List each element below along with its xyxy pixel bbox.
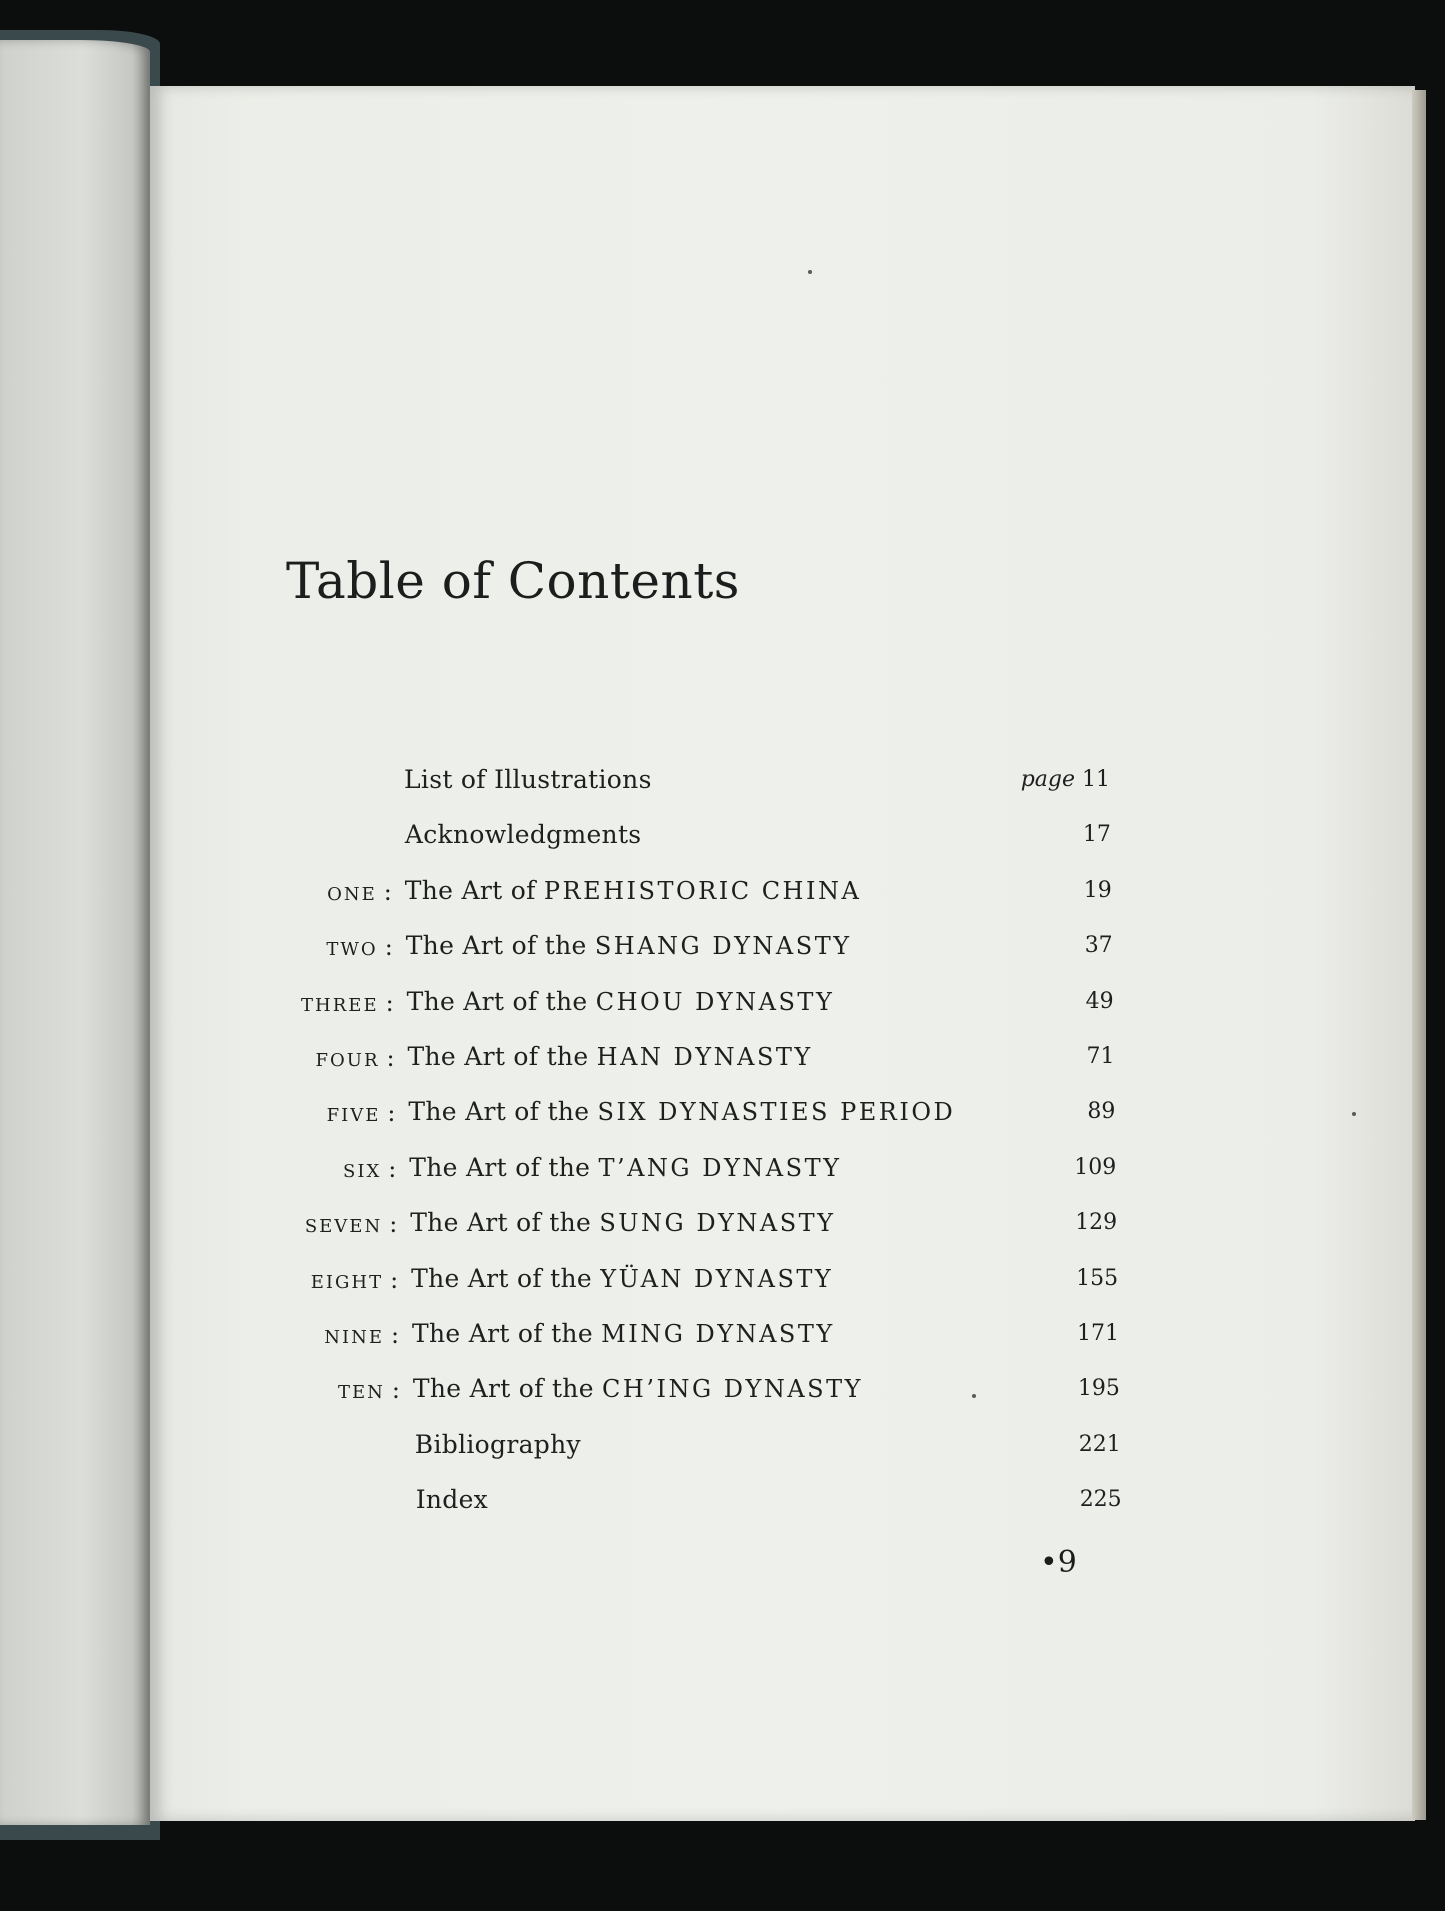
page-value: 195 xyxy=(1077,1376,1120,1402)
toc-entry xyxy=(270,763,1110,803)
chapter-separator: : xyxy=(390,1265,399,1294)
toc-entry xyxy=(274,985,1114,1025)
entry-title-dynasty: SUNG DYNASTY xyxy=(599,1209,836,1238)
entry-title-text: The Art of the xyxy=(410,1208,600,1238)
page-value: 89 xyxy=(1087,1099,1116,1125)
entry-title-text: Acknowledgments xyxy=(404,820,642,850)
chapter-separator: : xyxy=(383,877,392,906)
entry-title-text: The Art of the xyxy=(405,931,595,961)
entry-title-text: The Art of the xyxy=(409,1152,599,1182)
page-value: 19 xyxy=(1083,877,1112,903)
toc-entry xyxy=(277,1206,1117,1246)
paper-speck xyxy=(808,270,812,274)
page-value: 49 xyxy=(1085,988,1114,1014)
toc-entry xyxy=(275,1040,1115,1080)
entry-title-dynasty: CHOU DYNASTY xyxy=(595,987,835,1016)
chapter-number: TWO xyxy=(326,939,378,961)
entry-title xyxy=(408,1097,955,1126)
entry-title xyxy=(413,1374,863,1403)
entry-page-number xyxy=(1078,1376,1120,1401)
entry-title-text: The Art of the xyxy=(412,1374,603,1404)
toc-entry xyxy=(279,1317,1119,1357)
page-value: 129 xyxy=(1075,1210,1118,1236)
entry-title xyxy=(415,1430,581,1459)
entry-title-dynasty: PREHISTORIC CHINA xyxy=(543,876,862,905)
entry-title xyxy=(416,1485,488,1514)
entry-title xyxy=(406,931,852,960)
paper-speck xyxy=(972,1394,976,1398)
page-title: Table of Contents xyxy=(286,552,740,610)
entry-title-dynasty: CH’ING DYNASTY xyxy=(602,1375,863,1404)
page-label: page xyxy=(1020,767,1075,792)
chapter-separator: : xyxy=(389,1210,398,1239)
entry-title-text: Index xyxy=(415,1485,489,1515)
entry-title-text: List of Illustrations xyxy=(404,765,652,794)
toc-entry xyxy=(282,1483,1122,1523)
page-value: 171 xyxy=(1077,1321,1119,1346)
entry-page-number xyxy=(1084,878,1112,903)
entry-title-text: The Art of the xyxy=(408,1097,598,1127)
page-value: 221 xyxy=(1078,1431,1121,1457)
toc-entry xyxy=(276,1151,1116,1191)
entry-page-number xyxy=(1021,767,1110,792)
entry-title xyxy=(404,765,652,794)
chapter-separator: : xyxy=(387,1099,396,1128)
chapter-number: NINE xyxy=(324,1327,384,1348)
entry-title-text: Bibliography xyxy=(414,1429,581,1459)
entry-title-text: The Art of the xyxy=(411,1263,601,1293)
entry-title xyxy=(405,820,642,849)
entry-title-text: The Art of the xyxy=(412,1319,602,1348)
entry-title xyxy=(408,1042,813,1071)
entry-title-dynasty: HAN DYNASTY xyxy=(596,1043,813,1071)
entry-title-text: The Art of the xyxy=(406,986,596,1016)
page-value: 71 xyxy=(1086,1044,1115,1069)
chapter-number: THREE xyxy=(301,994,379,1016)
toc-entry xyxy=(280,1372,1120,1412)
chapter-number: FOUR xyxy=(315,1050,380,1071)
entry-title xyxy=(409,1153,841,1182)
chapter-separator: : xyxy=(388,1154,397,1183)
paper-speck xyxy=(1352,1112,1356,1116)
page-value: 109 xyxy=(1074,1154,1117,1180)
entry-title xyxy=(405,876,862,905)
chapter-number: FIVE xyxy=(326,1105,381,1127)
chapter-separator: : xyxy=(385,988,394,1017)
entry-title-dynasty: YÜAN DYNASTY xyxy=(600,1264,834,1293)
entry-page-number xyxy=(1077,1321,1119,1346)
entry-title xyxy=(412,1319,835,1348)
page-value: 37 xyxy=(1084,933,1113,959)
entry-title-dynasty: SIX DYNASTIES PERIOD xyxy=(597,1098,956,1127)
page-value: 225 xyxy=(1079,1487,1122,1513)
toc-entry xyxy=(275,1095,1115,1135)
toc-entry xyxy=(281,1428,1121,1468)
entry-page-number xyxy=(1087,1099,1115,1124)
page-value: 11 xyxy=(1082,767,1110,792)
page-number: •9 xyxy=(1040,1545,1077,1580)
toc-entry xyxy=(272,874,1112,914)
entry-page-number xyxy=(1076,1266,1118,1291)
entry-title-dynasty: T’ANG DYNASTY xyxy=(598,1153,842,1182)
toc-entry xyxy=(273,929,1113,969)
entry-page-number xyxy=(1083,822,1111,847)
toc-entry xyxy=(278,1262,1118,1302)
entry-page-number xyxy=(1075,1210,1117,1235)
chapter-number: SEVEN xyxy=(304,1216,383,1238)
chapter-separator: : xyxy=(384,933,393,962)
entry-title-text: The Art of xyxy=(404,875,544,905)
page-value: 17 xyxy=(1082,822,1111,848)
entry-page-number xyxy=(1087,1044,1115,1069)
entry-page-number xyxy=(1079,1432,1121,1457)
entry-title xyxy=(407,987,835,1016)
chapter-number: TEN xyxy=(337,1382,385,1404)
entry-title-dynasty: SHANG DYNASTY xyxy=(594,932,852,961)
entry-title xyxy=(411,1264,833,1293)
entry-title-text: The Art of the xyxy=(407,1042,597,1071)
entry-title-dynasty: MING DYNASTY xyxy=(601,1320,835,1348)
entry-page-number xyxy=(1080,1487,1122,1512)
chapter-separator: : xyxy=(391,1321,400,1349)
toc-entry xyxy=(271,818,1111,858)
entry-title xyxy=(410,1208,835,1237)
page-value: 155 xyxy=(1076,1265,1119,1291)
entry-page-number xyxy=(1086,989,1114,1014)
entry-page-number xyxy=(1085,933,1113,958)
chapter-separator: : xyxy=(386,1044,395,1072)
chapter-separator: : xyxy=(391,1376,400,1405)
chapter-number: SIX xyxy=(343,1160,382,1182)
chapter-number: ONE xyxy=(327,883,377,905)
entry-page-number xyxy=(1074,1155,1116,1180)
chapter-number: EIGHT xyxy=(310,1271,384,1293)
